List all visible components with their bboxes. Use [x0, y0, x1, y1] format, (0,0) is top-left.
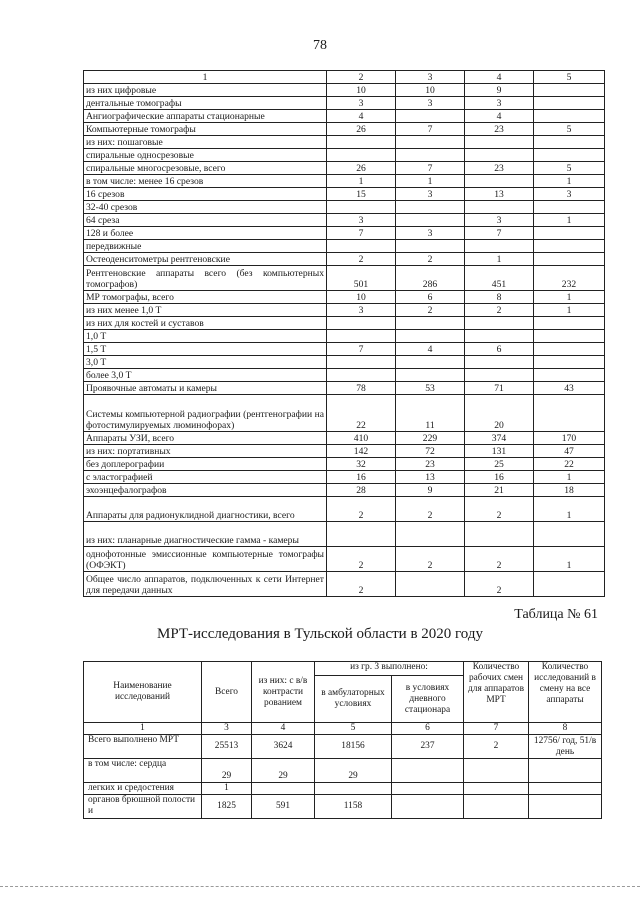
table-row — [84, 201, 605, 214]
cell-value: 43 — [534, 382, 605, 395]
table-row — [84, 458, 605, 471]
column-number: 5 — [315, 723, 392, 735]
cell-total: 29 — [202, 759, 252, 783]
cell-value: 3 — [465, 97, 534, 110]
row-label: без доплерографии — [84, 458, 327, 471]
cell-value: 26 — [327, 162, 396, 175]
cell-value: 23 — [396, 458, 465, 471]
cell-total: 25513 — [202, 735, 252, 759]
row-label: из них цифровые — [84, 84, 327, 97]
header-cell-per-shift: Количество исследований в смену на все аппараты — [529, 662, 602, 723]
row-label: Проявочные автоматы и камеры — [84, 382, 327, 395]
table-row — [84, 123, 605, 136]
row-label: с эластографией — [84, 471, 327, 484]
cell-value — [396, 522, 465, 547]
cell-value: 7 — [327, 343, 396, 356]
row-label: 3,0 Т — [84, 356, 327, 369]
cell-value — [327, 522, 396, 547]
column-number: 4 — [465, 71, 534, 84]
cell-value — [327, 136, 396, 149]
cell-value — [465, 136, 534, 149]
table-row — [84, 188, 605, 201]
row-label: Аппараты для радионуклидной диагностики, всего — [84, 497, 327, 522]
cell-value: 2 — [396, 304, 465, 317]
cell-per-shift: 12756/ год, 51/в день — [529, 735, 602, 759]
row-label: 32-40 срезов — [84, 201, 327, 214]
cell-value: 7 — [327, 227, 396, 240]
row-label: передвижные — [84, 240, 327, 253]
cell-per-shift — [529, 783, 602, 795]
cell-value — [465, 356, 534, 369]
cell-per-shift — [529, 759, 602, 783]
row-label: Системы компьютерной радиографии (рентгенографии на фотостимулируемых люминофорах) — [84, 395, 327, 432]
column-number: 4 — [252, 723, 315, 735]
cell-day-hospital: 237 — [392, 735, 464, 759]
cell-value — [534, 253, 605, 266]
page-number: 78 — [313, 38, 327, 53]
cell-value: 7 — [396, 123, 465, 136]
cell-value — [327, 317, 396, 330]
equipment-table-body — [84, 71, 605, 597]
row-label: однофотонные эмиссионные компьютерные томографы (ОФЭКТ) — [84, 547, 327, 572]
cell-value: 53 — [396, 382, 465, 395]
column-number: 6 — [392, 723, 464, 735]
cell-value: 7 — [465, 227, 534, 240]
cell-value — [327, 330, 396, 343]
row-label: Ангиографические аппараты стационарные — [84, 110, 327, 123]
row-label: Рентгеновские аппараты всего (без компьютерных томографов) — [84, 266, 327, 291]
cell-value — [465, 522, 534, 547]
cell-contrast — [252, 783, 315, 795]
cell-value: 6 — [396, 291, 465, 304]
column-number: 3 — [202, 723, 252, 735]
table-row — [84, 547, 605, 572]
row-label: из них: пошаговые — [84, 136, 327, 149]
cell-total: 1825 — [202, 795, 252, 819]
mri-table-header-row — [84, 662, 602, 676]
mri-table — [83, 661, 602, 819]
cell-value: 2 — [327, 497, 396, 522]
cell-value: 7 — [396, 162, 465, 175]
table-row — [84, 522, 605, 547]
cell-value — [465, 317, 534, 330]
cell-value: 1 — [534, 471, 605, 484]
cell-value — [534, 84, 605, 97]
header-cell-shifts: Количество рабочих смен для аппаратов МРТ — [464, 662, 529, 723]
cell-value: 3 — [396, 188, 465, 201]
row-label: Всего выполнено МРТ — [84, 735, 202, 759]
cell-value: 8 — [465, 291, 534, 304]
row-label: 1,0 Т — [84, 330, 327, 343]
cell-value: 2 — [465, 497, 534, 522]
cell-value — [396, 149, 465, 162]
column-number: 8 — [529, 723, 602, 735]
row-label: из них: портативных — [84, 445, 327, 458]
cell-value — [327, 240, 396, 253]
row-label: Остеоденситометры рентгеновские — [84, 253, 327, 266]
row-label: из них: планарные диагностические гамма - камеры — [84, 522, 327, 547]
cell-value: 25 — [465, 458, 534, 471]
cell-value: 1 — [534, 291, 605, 304]
cell-value — [465, 201, 534, 214]
cell-outpatient: 29 — [315, 759, 392, 783]
table-row — [84, 445, 605, 458]
cell-shifts — [464, 783, 529, 795]
cell-contrast: 591 — [252, 795, 315, 819]
row-label: в том числе: сердца — [84, 759, 202, 783]
equipment-table-header-row — [84, 71, 605, 84]
table-row — [84, 162, 605, 175]
cell-value: 13 — [396, 471, 465, 484]
cell-value — [534, 227, 605, 240]
cell-value: 142 — [327, 445, 396, 458]
table-row — [84, 330, 605, 343]
cell-value: 10 — [327, 84, 396, 97]
row-label: более 3,0 Т — [84, 369, 327, 382]
table-row — [84, 317, 605, 330]
table-row — [84, 110, 605, 123]
cell-value: 2 — [396, 547, 465, 572]
table-row — [84, 484, 605, 497]
cell-value: 2 — [396, 253, 465, 266]
cell-value: 28 — [327, 484, 396, 497]
cell-day-hospital — [392, 783, 464, 795]
table-row — [84, 572, 605, 597]
cell-value — [396, 330, 465, 343]
cell-value — [396, 240, 465, 253]
cell-value — [396, 110, 465, 123]
row-label: дентальные томографы — [84, 97, 327, 110]
table-title: МРТ-исследования в Тульской области в 2020 году — [156, 626, 483, 642]
header-cell-name: Наименование исследований — [84, 662, 202, 723]
cell-value: 32 — [327, 458, 396, 471]
cell-value: 3 — [327, 304, 396, 317]
table-row — [84, 343, 605, 356]
cell-value: 21 — [465, 484, 534, 497]
header-cell-contrast: из них: с в/в контрасти рованием — [252, 662, 315, 723]
cell-value — [534, 369, 605, 382]
cell-value: 2 — [327, 547, 396, 572]
table-number: Таблица № 61 — [514, 607, 598, 622]
cell-contrast: 3624 — [252, 735, 315, 759]
table-row — [84, 291, 605, 304]
cell-value — [396, 317, 465, 330]
cell-value: 2 — [396, 497, 465, 522]
table-row — [84, 227, 605, 240]
cell-day-hospital — [392, 759, 464, 783]
cell-value: 23 — [465, 162, 534, 175]
cell-value — [465, 240, 534, 253]
cell-value: 4 — [396, 343, 465, 356]
column-number: 1 — [84, 71, 327, 84]
mri-table-column-numbers-row — [84, 723, 602, 735]
row-label: из них менее 1,0 Т — [84, 304, 327, 317]
cell-value: 374 — [465, 432, 534, 445]
header-cell-group: из гр. 3 выполнено: — [315, 662, 464, 676]
row-label: Аппараты УЗИ, всего — [84, 432, 327, 445]
table-row — [84, 795, 602, 819]
row-label: Компьютерные томографы — [84, 123, 327, 136]
cell-value: 71 — [465, 382, 534, 395]
row-label: 128 и более — [84, 227, 327, 240]
table-row — [84, 432, 605, 445]
row-label: 16 срезов — [84, 188, 327, 201]
cell-value — [327, 201, 396, 214]
column-number: 5 — [534, 71, 605, 84]
scan-edge-line — [0, 886, 640, 887]
cell-value — [534, 201, 605, 214]
table-row — [84, 240, 605, 253]
row-label: из них для костей и суставов — [84, 317, 327, 330]
row-label: спиральные односрезовые — [84, 149, 327, 162]
cell-value — [327, 369, 396, 382]
cell-value — [534, 136, 605, 149]
cell-day-hospital — [392, 795, 464, 819]
cell-value — [534, 110, 605, 123]
cell-value — [396, 356, 465, 369]
column-number: 1 — [84, 723, 202, 735]
cell-value — [465, 149, 534, 162]
header-cell-total: Всего — [202, 662, 252, 723]
cell-value: 10 — [327, 291, 396, 304]
cell-value — [534, 240, 605, 253]
cell-value — [534, 97, 605, 110]
cell-value: 286 — [396, 266, 465, 291]
cell-value: 232 — [534, 266, 605, 291]
cell-value: 9 — [465, 84, 534, 97]
row-label: МР томографы, всего — [84, 291, 327, 304]
cell-value — [534, 317, 605, 330]
cell-value: 1 — [534, 304, 605, 317]
cell-value: 2 — [327, 253, 396, 266]
cell-value: 2 — [465, 572, 534, 597]
cell-shifts — [464, 759, 529, 783]
cell-value — [534, 572, 605, 597]
cell-value — [396, 136, 465, 149]
table-row — [84, 395, 605, 432]
cell-value — [465, 175, 534, 188]
cell-value — [465, 369, 534, 382]
cell-shifts — [464, 795, 529, 819]
cell-value: 2 — [465, 547, 534, 572]
cell-value: 131 — [465, 445, 534, 458]
cell-total: 1 — [202, 783, 252, 795]
cell-value: 3 — [327, 214, 396, 227]
cell-value — [396, 369, 465, 382]
cell-value — [534, 395, 605, 432]
column-number: 7 — [464, 723, 529, 735]
table-row — [84, 149, 605, 162]
table-row — [84, 471, 605, 484]
cell-value — [534, 343, 605, 356]
cell-value — [327, 149, 396, 162]
table-row — [84, 304, 605, 317]
row-label: 64 среза — [84, 214, 327, 227]
cell-value: 4 — [465, 110, 534, 123]
header-cell-outpatient: в амбулаторных условиях — [315, 676, 392, 723]
cell-value: 47 — [534, 445, 605, 458]
cell-value: 3 — [465, 214, 534, 227]
cell-value: 18 — [534, 484, 605, 497]
table-row — [84, 759, 602, 783]
table-row — [84, 175, 605, 188]
cell-value: 1 — [534, 175, 605, 188]
table-row — [84, 382, 605, 395]
cell-value: 3 — [534, 188, 605, 201]
cell-value — [534, 330, 605, 343]
cell-value: 72 — [396, 445, 465, 458]
table-row — [84, 369, 605, 382]
column-number: 2 — [327, 71, 396, 84]
row-label: спиральные многосрезовые, всего — [84, 162, 327, 175]
cell-value: 1 — [534, 547, 605, 572]
cell-value — [465, 330, 534, 343]
cell-value: 9 — [396, 484, 465, 497]
row-label: Общее число аппаратов, подключенных к сети Интернет для передачи данных — [84, 572, 327, 597]
cell-value: 22 — [534, 458, 605, 471]
cell-value: 3 — [396, 227, 465, 240]
table-row — [84, 266, 605, 291]
row-label: эхоэнцефалографов — [84, 484, 327, 497]
table-row — [84, 253, 605, 266]
table-row — [84, 214, 605, 227]
cell-value: 5 — [534, 162, 605, 175]
cell-value: 22 — [327, 395, 396, 432]
cell-per-shift — [529, 795, 602, 819]
cell-value: 501 — [327, 266, 396, 291]
cell-value: 23 — [465, 123, 534, 136]
cell-value: 1 — [534, 214, 605, 227]
cell-value: 2 — [327, 572, 396, 597]
row-label: органов брюшной полости и — [84, 795, 202, 819]
cell-value: 410 — [327, 432, 396, 445]
cell-value: 5 — [534, 123, 605, 136]
cell-value: 20 — [465, 395, 534, 432]
table-row — [84, 84, 605, 97]
cell-value: 1 — [534, 497, 605, 522]
cell-value: 16 — [327, 471, 396, 484]
cell-value: 6 — [465, 343, 534, 356]
cell-value: 13 — [465, 188, 534, 201]
cell-value: 1 — [327, 175, 396, 188]
cell-value — [534, 522, 605, 547]
row-label: 1,5 Т — [84, 343, 327, 356]
cell-value: 16 — [465, 471, 534, 484]
equipment-table — [83, 70, 605, 597]
cell-outpatient — [315, 783, 392, 795]
cell-value — [396, 214, 465, 227]
table-row — [84, 97, 605, 110]
header-cell-day-hospital: в условиях дневного стационара — [392, 676, 464, 723]
cell-contrast: 29 — [252, 759, 315, 783]
cell-value: 3 — [396, 97, 465, 110]
row-label: в том числе: менее 16 срезов — [84, 175, 327, 188]
mri-table-body — [84, 662, 602, 819]
cell-value: 10 — [396, 84, 465, 97]
row-label: легких и средостения — [84, 783, 202, 795]
cell-value — [396, 572, 465, 597]
cell-value: 78 — [327, 382, 396, 395]
table-row — [84, 735, 602, 759]
cell-value: 3 — [327, 97, 396, 110]
cell-value — [534, 149, 605, 162]
cell-value: 26 — [327, 123, 396, 136]
cell-value: 1 — [396, 175, 465, 188]
cell-value — [534, 356, 605, 369]
cell-value: 4 — [327, 110, 396, 123]
cell-value — [396, 201, 465, 214]
cell-value: 2 — [465, 304, 534, 317]
cell-value: 15 — [327, 188, 396, 201]
table-row — [84, 497, 605, 522]
table-row — [84, 356, 605, 369]
cell-shifts: 2 — [464, 735, 529, 759]
cell-value: 229 — [396, 432, 465, 445]
table-row — [84, 783, 602, 795]
cell-value: 451 — [465, 266, 534, 291]
cell-outpatient: 18156 — [315, 735, 392, 759]
cell-value — [327, 356, 396, 369]
cell-value: 170 — [534, 432, 605, 445]
table-row — [84, 136, 605, 149]
cell-value: 11 — [396, 395, 465, 432]
column-number: 3 — [396, 71, 465, 84]
cell-outpatient: 1158 — [315, 795, 392, 819]
cell-value: 1 — [465, 253, 534, 266]
